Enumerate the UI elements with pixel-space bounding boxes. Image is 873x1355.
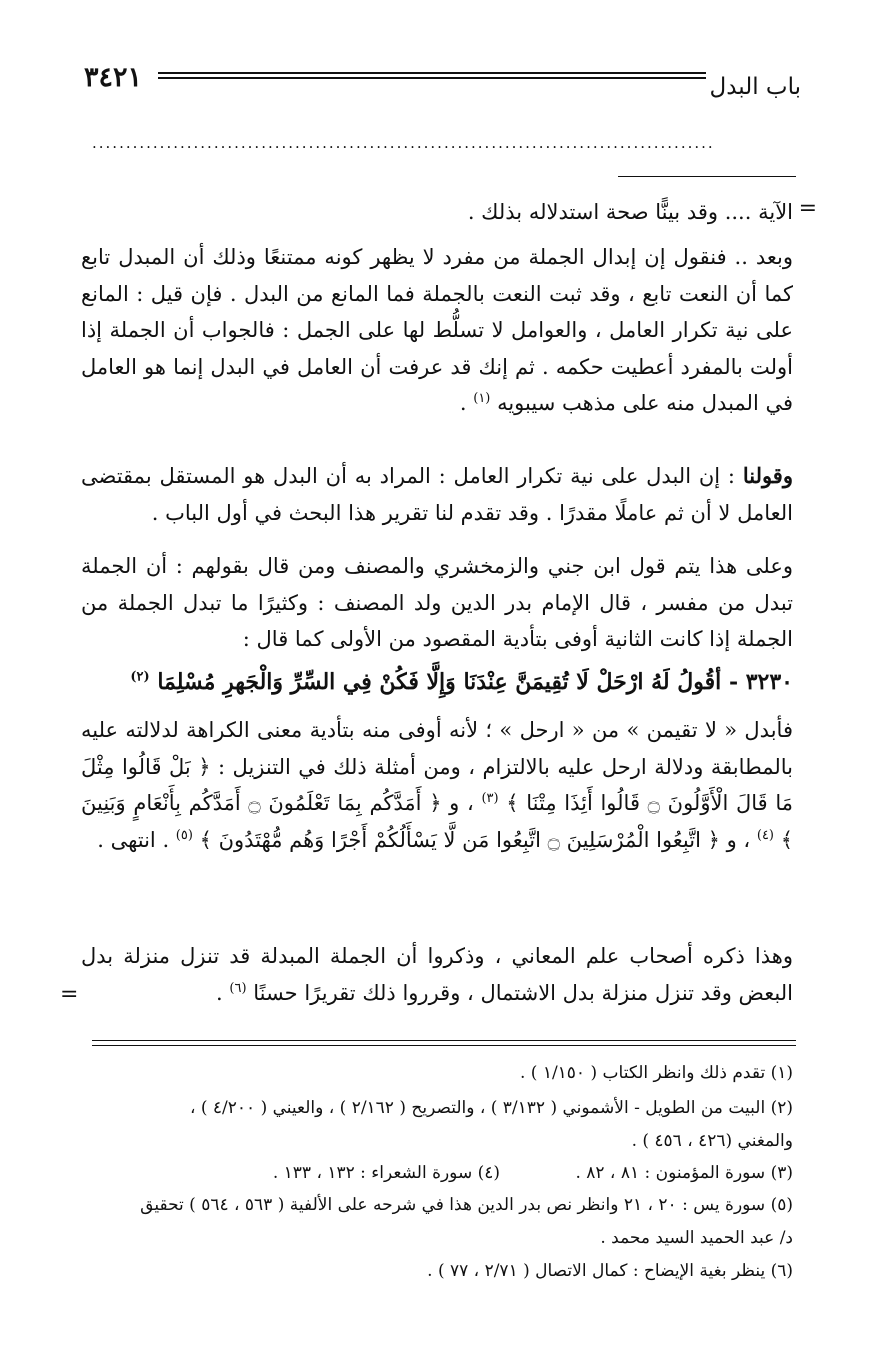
footnote-ref-1: (١) [473, 391, 491, 406]
paragraph-4: وعلى هذا يتم قول ابن جني والزمخشري والمصنف ومن قال بقولهم : أن الجملة تبدل من مفسر ، قال الإمام بدر الدين ولد المصنف : وكثيرًا ما تبدل الجملة من الجملة إذا كانت الثانية أوفى بتأدية المقصود من الأولى كما قال : [81, 554, 793, 651]
paragraph-5 [81, 712, 793, 858]
paragraph-6 [81, 938, 793, 1011]
footnote-2: (٢) البيت من الطويل - الأشموني ( ٣/١٣٢ ) ، والتصريح ( ٢/١٦٢ ) ، والعيني ( ٤/٢٠٠ ) ، [189, 1098, 793, 1118]
footnote-separator [92, 1040, 796, 1046]
footnote-ref-3: (٣) [481, 791, 499, 806]
verse-text: أقُولُ لَهُ ارْحَلْ لَا تُقِيمَنَّ عِنْدَنَا وَإِلَّا فَكُنْ فِي السِّرِّ وَالْجَهرِ مُسْلِمَا [157, 669, 722, 695]
footnote-2-continued: والمغني (٤٢٦ ، ٤٥٦ ) . [631, 1131, 793, 1151]
footnote-5: (٥) سورة يس : ٢٠ ، ٢١ وانظر نص بدر الدين هذا في شرحه على الألفية ( ٥٦٣ ، ٥٦٤ ) تحقيق [140, 1195, 793, 1215]
footnote-5-continued: د/ عبد الحميد السيد محمد . [600, 1228, 793, 1248]
page-number: ٣٤٢١ [84, 62, 143, 93]
footnote-3: (٣) سورة المؤمنون : ٨١ ، ٨٢ . [575, 1163, 793, 1183]
dotted-separator: ............................................................................................ [92, 138, 715, 148]
footnote-6: (٦) ينظر بغية الإيضاح : كمال الاتصال ( ٢/٧١ ، ٧٧ ) . [427, 1261, 793, 1281]
footnote-1: (١) تقدم ذلك وانظر الكتاب ( ١/١٥٠ ) . [519, 1063, 793, 1083]
footnote-ref-4: (٤) [756, 827, 774, 843]
continuation-mark-end: = [60, 982, 79, 1007]
paragraph-5-mid2: ، و ﴿ اتَّبِعُوا الْمُرْسَلِينَ ۝ اتَّبِعُوا مَن لَّا يَسْأَلُكُمْ أَجْرًا وَهُم مُّهْتَدُونَ ﴾ [199, 827, 757, 852]
paragraph-5-mid: ، و ﴿ أَمَدَّكُم بِمَا تَعْلَمُونَ ۝ أَمَدَّكُم بِأَنْعَامٍ وَبَنِينَ ﴾ [81, 791, 793, 852]
footnote-ref-5: (٥) [175, 827, 193, 843]
chapter-title: باب البدل [709, 74, 801, 100]
paragraph-5-end: . انتهى . [97, 827, 176, 852]
paragraph-2-text: وبعد .. فنقول إن إبدال الجملة من مفرد لا يظهر كونه ممتنعًا وذلك أن المبدل تابع كما أن النعت تابع ، وقد ثبت النعت بالجملة فما المانع من البدل . فإن قيل : المانع على نية تكرار العامل ، والعوامل لا تسلُّط لها على الجمل : فالجواب أن الجملة إذا أولت بالمفرد أعطيت حكمه . ثم إنك قد عرفت أن العامل في البدل إنما هو العامل في المبدل منه على مذهب سيبويه [81, 245, 793, 415]
short-rule [618, 176, 796, 177]
paragraph-2 [81, 239, 793, 422]
paragraph-6-end: . [216, 980, 230, 1005]
paragraph-2-end: . [459, 391, 474, 415]
paragraph-3-text: : إن البدل على نية تكرار العامل : المراد به أن البدل هو المستقل بمقتضى العامل لا أن ثم عاملًا مقدرًا . وقد تقدم لنا تقرير هذا البحث في أول الباب . [81, 464, 793, 525]
continuation-mark: = [798, 196, 817, 221]
paragraph-3-lead: وقولنا [742, 463, 793, 488]
verse-number: ٣٢٣٠ - [728, 669, 793, 695]
paragraph-1: الآية .... وقد بينًّا صحة استدلاله بذلك . [467, 200, 793, 224]
paragraph-3 [81, 458, 793, 531]
footnote-4: (٤) سورة الشعراء : ١٣٢ ، ١٣٣ . [272, 1163, 501, 1183]
poetry-verse [81, 664, 793, 700]
paragraph-5-text: فأبدل « لا تقيمن » من « ارحل » ؛ لأنه أوفى منه بتأدية معنى الكراهة لدلالته عليه بالمطابقة ودلالة ارحل عليه بالالتزام ، ومن أمثلة ذلك في التنزيل : ﴿ بَلْ قَالُوا مِثْلَ مَا قَالَ الْأَوَّلُونَ ۝ قَالُوا أَئِذَا مِتْنَا ﴾ [81, 718, 793, 815]
footnote-3-4-line [77, 1157, 793, 1189]
footnote-ref-2: (٢) [130, 669, 150, 685]
header-rule [158, 72, 706, 79]
paragraph-6-text: وهذا ذكره أصحاب علم المعاني ، وذكروا أن الجملة المبدلة قد تنزل منزلة بدل البعض وقد تنزل منزلة بدل الاشتمال ، وقرروا ذلك تقريرًا حسنًا [81, 944, 793, 1005]
footnote-ref-6: (٦) [229, 980, 247, 996]
